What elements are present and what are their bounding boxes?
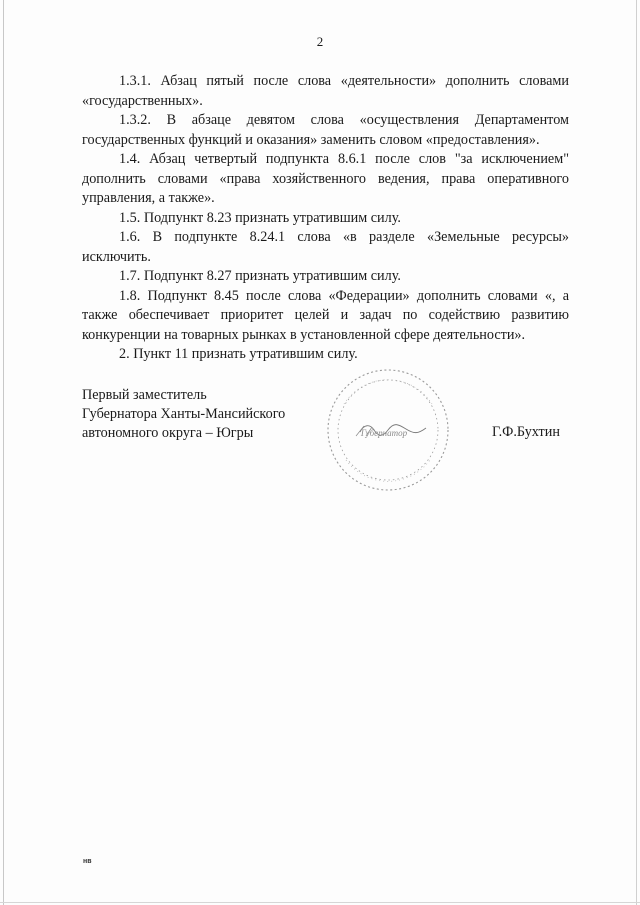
paragraph-1-6: 1.6. В подпункте 8.24.1 слова «в разделе «Земельные ресурсы» исключить.: [82, 229, 569, 265]
official-stamp-with-signature: [322, 366, 458, 496]
stamp-signature-text: Губернатор: [360, 428, 408, 438]
paragraph-1-3-2: 1.3.2. В абзаце девятом слова «осуществления Департаментом государственных функций и оказания» заменить словом «предоставления».: [82, 112, 569, 148]
paragraph-2: 2. Пункт 11 признать утратившим силу.: [119, 346, 358, 362]
paragraph-1-7: 1.7. Подпункт 8.27 признать утратившим силу.: [119, 268, 401, 284]
signatory-title-line: Губернатора Ханты-Мансийского: [82, 406, 286, 422]
scan-edge-right: [636, 0, 637, 905]
scan-edge-left: [3, 0, 4, 905]
signatory-title-line: автономного округа – Югры: [82, 425, 254, 441]
signatory-title: [82, 386, 342, 443]
paragraph-1-4: 1.4. Абзац четвертый подпункта 8.6.1 после слов "за исключением" дополнить словами «права хозяйственного ведения, права оперативного управления, а также».: [82, 151, 569, 206]
paragraph-1-5: 1.5. Подпункт 8.23 признать утратившим силу.: [119, 209, 401, 226]
paragraph-1-3-1: 1.3.1. Абзац пятый после слова «деятельности» дополнить словами «государственных».: [82, 73, 569, 109]
page-number: 2: [316, 34, 324, 49]
signatory-title-line: Первый заместитель: [82, 387, 207, 403]
footer-mark: нв: [83, 858, 92, 865]
paragraph-1-8: 1.8. Подпункт 8.45 после слова «Федерации» дополнить словами «, а также обеспечивает приоритет целей и задач по содействию развитию конкуренции на товарных рынках в установленной сфере деятельности».: [82, 287, 569, 343]
document-body: [82, 72, 569, 365]
scan-edge-bottom: [0, 902, 640, 903]
signatory-name: Г.Ф.Бухтин: [492, 424, 560, 440]
